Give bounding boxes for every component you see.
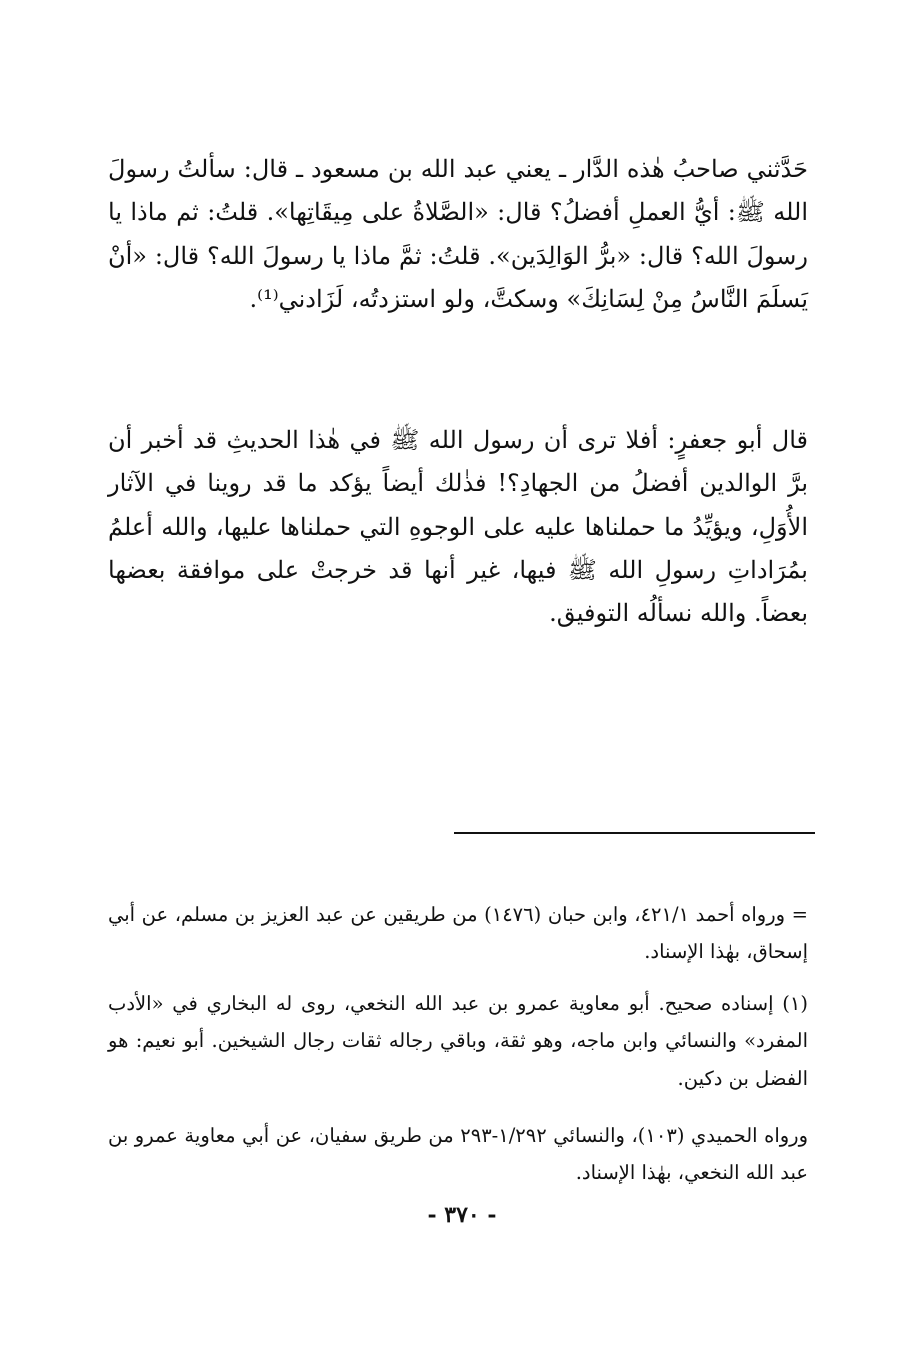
footnote-separator [454, 832, 815, 834]
hadith-paragraph: حَدَّثني صاحبُ هٰذه الدَّار ـ يعني عبد الله بن مسعود ـ قال: سألتُ رسولَ الله ﷺ: أيُّ العملِ أفضلُ؟ قال: «الصَّلاةُ على مِيقَاتِها». قلتُ: ثم ماذا يا رسولَ الله؟ قال: «برُّ الوَالِدَين». قلتُ: ثمَّ ماذا يا رسولَ الله؟ قال: «أنْ يَسلَمَ النَّاسُ مِنْ لِسَانِكَ» وسكتَّ، ولو استزدتُه، لَزَادني⁽¹⁾. [108, 155, 808, 313]
page-number: - ٣٧٠ - [427, 1202, 497, 1228]
commentary-paragraph: قال أبو جعفرٍ: أفلا ترى أن رسول الله ﷺ في هٰذا الحديثِ قد أخبر أن برَّ الوالدين أفضلُ من الجهادِ؟! فذٰلك أيضاً يؤكد ما قد روينا في الآثار الأُوَلِ، ويؤيِّدُ ما حملناها عليه على الوجوهِ التي حملناها عليها، والله أعلمُ بمُرَاداتِ رسولِ الله ﷺ فيها، غير أنها قد خرجتْ على موافقة بعضها بعضاً. والله نسألُه التوفيق. [108, 426, 808, 628]
footnote-riwaya: ورواه الحميدي (١٠٣)، والنسائي ١/٢٩٢-٢٩٣ من طريق سفيان، عن أبي معاوية عمرو بن عبد الله النخعي، بهٰذا الإسناد. [108, 1123, 809, 1184]
footnote-continuation: = ورواه أحمد ٤٢١/١، وابن حبان (١٤٧٦) من طريقين عن عبد العزيز بن مسلم، عن أبي إسحاق، بهٰذا الإسناد. [108, 902, 808, 963]
footnote-1: (١) إسناده صحيح. أبو معاوية عمرو بن عبد الله النخعي، روى له البخاري في «الأدب المفرد» والنسائي وابن ماجه، وهو ثقة، وباقي رجاله ثقات رجال الشيخين. أبو نعيم: هو الفضل بن دكين. [108, 991, 808, 1090]
